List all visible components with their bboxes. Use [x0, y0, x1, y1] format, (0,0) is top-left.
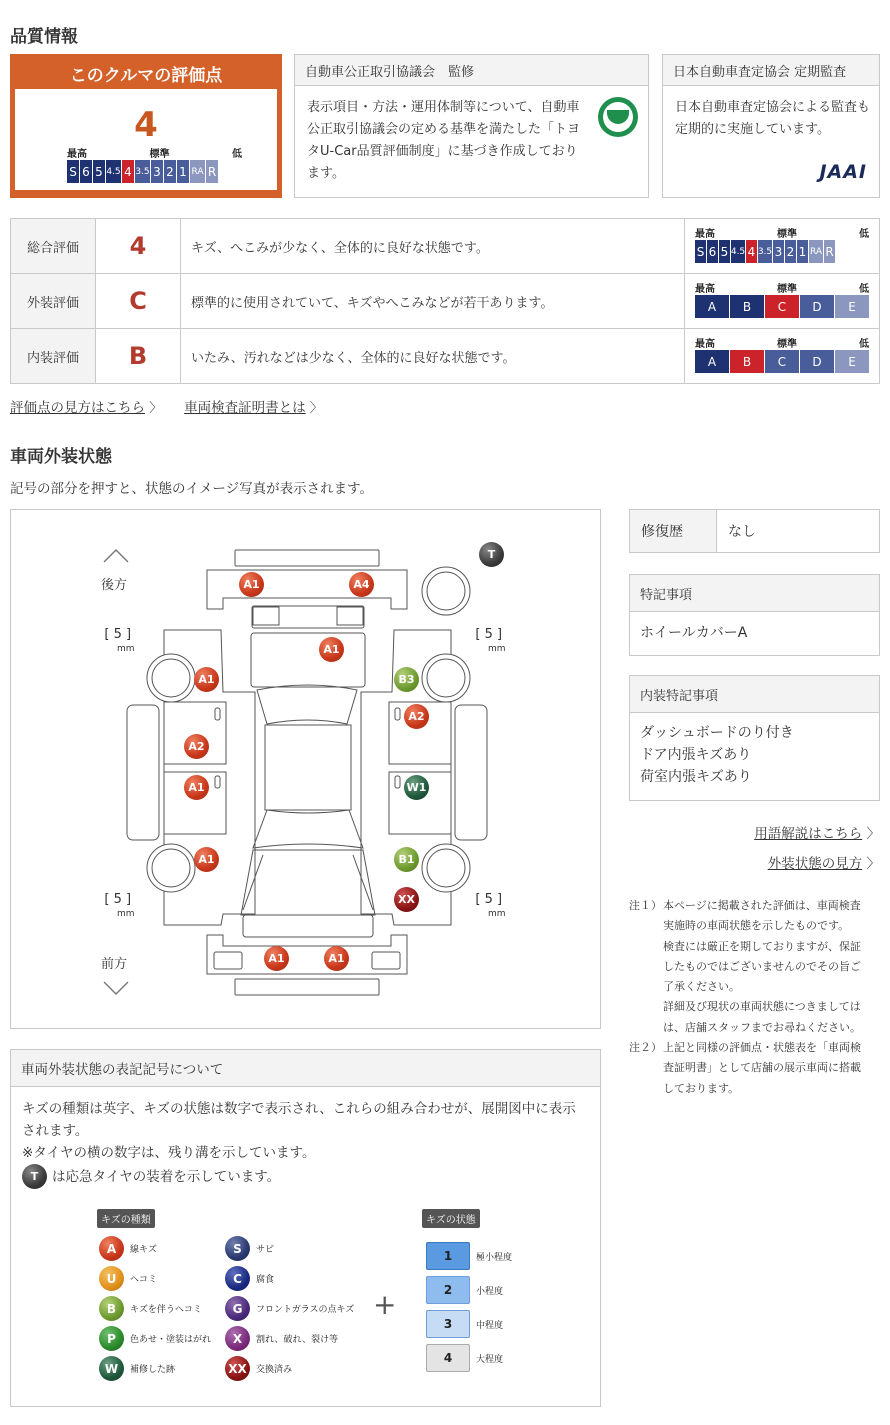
rating-row-interior [11, 329, 879, 384]
association-title: 自動車公正取引協議会 監修 [295, 55, 648, 86]
damage-marker[interactable]: XX [394, 887, 419, 912]
special-notes [629, 574, 880, 656]
rating-row-overall [11, 219, 879, 274]
scale-std: 標準 [777, 339, 797, 350]
association-box [294, 54, 649, 198]
state-label: 大程度 [476, 1354, 504, 1365]
types-title: キズの種類 [97, 1209, 155, 1228]
note-line: 上記と同様の評価点・状態表を「車両検 [663, 1041, 861, 1055]
scale-cell: 2 [164, 160, 176, 183]
damage-marker[interactable]: A1 [239, 572, 264, 597]
scale-cell: RA [809, 240, 823, 263]
jaai-box [662, 54, 880, 198]
scale-high: 最高 [695, 339, 715, 350]
jaai-logo-icon: JAAI [819, 161, 867, 183]
note-line: しております。 [663, 1081, 740, 1095]
exterior-guide-link[interactable]: 外装状態の見方 〉 [767, 856, 880, 872]
legend-type [225, 1236, 274, 1261]
list-item: ダッシュボードのり付き [640, 725, 794, 741]
list-item: ドア内張キズあり [640, 747, 752, 763]
state-3-box: 3 [426, 1310, 470, 1338]
rating-label: 総合評価 [11, 219, 96, 273]
exterior-subtitle: 記号の部分を押すと、状態のイメージ写真が表示されます。 [10, 481, 374, 497]
scale-high: 最高 [695, 284, 715, 295]
rating-label: 外装評価 [11, 274, 96, 328]
rating-desc: キズ、へこみが少なく、全体的に良好な状態です。 [181, 219, 685, 273]
type-c-icon: C [225, 1266, 250, 1291]
state-1-box: 1 [426, 1242, 470, 1270]
type-label: サビ [256, 1245, 275, 1255]
chevron-right-icon: 〉 [149, 401, 163, 416]
scale-cell: R [824, 240, 835, 263]
note-label: 注２） [629, 1041, 662, 1055]
scale-low: 低 [232, 149, 242, 160]
states-title: キズの状態 [422, 1209, 480, 1228]
note-line: したものではございませんのでその旨ご [663, 959, 861, 973]
tread-fl: [ 5 ] [104, 892, 132, 907]
interior-title: 内装特記事項 [630, 676, 879, 713]
legend-p2: ※タイヤの横の数字は、残り溝を示しています。 [22, 1145, 316, 1161]
type-a-icon: A [99, 1236, 124, 1261]
score-box [10, 54, 282, 198]
quality-title: 品質情報 [10, 27, 78, 47]
scale-cell: 1 [177, 160, 189, 183]
legend-type [225, 1296, 354, 1321]
scale-cell: 3.5 [135, 160, 150, 183]
type-xx-icon: XX [225, 1356, 250, 1381]
score-box-title: このクルマの評価点 [69, 65, 223, 86]
scale-cell: B [730, 350, 764, 373]
damage-marker[interactable]: B1 [394, 847, 419, 872]
plus-icon: + [373, 1288, 397, 1321]
type-u-icon: U [99, 1266, 124, 1291]
state-label: 小程度 [476, 1286, 504, 1297]
scale-cell: 4 [122, 160, 134, 183]
type-label: フロントガラスの点キズ [256, 1305, 355, 1315]
legend-title: 車両外装状態の表記記号について [11, 1050, 600, 1087]
scale-cell: 1 [797, 240, 808, 263]
type-label: 色あせ・塗装はがれ [130, 1335, 212, 1345]
type-x-icon: X [225, 1326, 250, 1351]
damage-marker[interactable]: A1 [324, 946, 349, 971]
damage-marker[interactable]: A1 [184, 775, 209, 800]
rating-grade: 4 [96, 219, 181, 273]
association-logo-icon [598, 97, 638, 137]
legend-p1: キズの種類は英字、キズの状態は数字で表示され、これらの組み合わせが、展開図中に表示されます。 [22, 1101, 576, 1139]
state-label: 極小程度 [476, 1252, 513, 1263]
spare-tire-icon: T [22, 1164, 47, 1189]
scale-cell: C [765, 295, 799, 318]
scale-low: 低 [859, 284, 869, 295]
exterior-title: 車両外装状態 [10, 447, 112, 467]
scale-cell: 4.5 [731, 240, 745, 263]
tread-fr: [ 5 ] [475, 892, 503, 907]
legend-state [426, 1242, 512, 1270]
scale-std: 標準 [777, 229, 797, 240]
scale-cell: E [835, 295, 869, 318]
score-value: 4 [134, 105, 158, 145]
list-item: 荷室内張キズあり [640, 769, 752, 785]
spare-tire-marker[interactable]: T [479, 542, 504, 567]
type-label: ヘコミ [130, 1275, 158, 1285]
rear-label: 後方 [101, 578, 128, 593]
damage-marker[interactable]: A1 [194, 847, 219, 872]
legend-type [225, 1266, 274, 1291]
damage-marker[interactable]: B3 [394, 667, 419, 692]
scale-std: 標準 [149, 149, 170, 160]
note-line: は、店舗スタッフまでお尋ねください。 [663, 1020, 861, 1034]
scale-cell: A [695, 350, 729, 373]
association-text: 表示項目・方法・運用体制等について、自動車公正取引協議会の定める基準を満たした「トヨタU-Car品質評価制度」に基づき作成しております。 [307, 100, 581, 181]
scale-cell: A [695, 295, 729, 318]
type-g-icon: G [225, 1296, 250, 1321]
damage-marker[interactable]: A2 [404, 704, 429, 729]
rating-grade: C [96, 274, 181, 328]
tread-unit: mm [488, 644, 506, 654]
note-1 [629, 896, 880, 1099]
note-label: 注１） [629, 899, 662, 912]
scale-cell: 3 [151, 160, 163, 183]
type-w-icon: W [99, 1356, 124, 1381]
scale-cell: 5 [719, 240, 730, 263]
note-line: 査証明書」として店舗の展示車両に搭載 [663, 1061, 861, 1075]
tread-unit: mm [117, 909, 135, 919]
state-4-box: 4 [426, 1344, 470, 1372]
jaai-title: 日本自動車査定協会 定期監査 [663, 55, 879, 86]
scale-cell: 4.5 [106, 160, 121, 183]
scale-cell: B [730, 295, 764, 318]
tread-rl: [ 5 ] [104, 627, 132, 642]
damage-marker[interactable]: A1 [194, 667, 219, 692]
scale-low: 低 [859, 229, 869, 240]
state-2-box: 2 [426, 1276, 470, 1304]
repair-history [629, 509, 880, 553]
note-line: 詳細及び現状の車両状態につきましては [663, 1000, 861, 1014]
scale-cell: S [67, 160, 79, 183]
scale-cell: D [800, 350, 834, 373]
glossary-link[interactable]: 用語解説はこちら 〉 [754, 826, 880, 842]
note-line: 実施時の車両状態を示したものです。 [663, 919, 850, 933]
legend-type [99, 1266, 157, 1291]
rating-grade: B [96, 329, 181, 383]
legend-type [99, 1236, 157, 1261]
scale-cell: 2 [785, 240, 796, 263]
scale-cell: 6 [707, 240, 718, 263]
legend-state [426, 1276, 503, 1304]
special-title: 特記事項 [630, 575, 879, 612]
state-label: 中程度 [476, 1320, 504, 1331]
legend-state [426, 1344, 503, 1372]
rating-desc: いたみ、汚れなどは少なく、全体的に良好な状態です。 [181, 329, 685, 383]
legend-p3: は応急タイヤの装着を示しています。 [52, 1168, 281, 1185]
scale-cell: 5 [93, 160, 105, 183]
damage-marker[interactable]: W1 [404, 775, 429, 800]
scale-cell: 3.5 [758, 240, 772, 263]
exterior-scale [695, 295, 869, 318]
tread-rr: [ 5 ] [475, 627, 503, 642]
rating-desc: 標準的に使用されていて、キズやへこみなどが若干あります。 [181, 274, 685, 328]
scale-cell: 6 [80, 160, 92, 183]
chevron-right-icon: 〉 [866, 856, 880, 872]
note-line: 本ページに掲載された評価は、車両検査 [663, 899, 861, 912]
ratings-table [10, 218, 880, 384]
scale-low: 低 [859, 339, 869, 350]
scale-cell: RA [190, 160, 205, 183]
legend-type [225, 1326, 338, 1351]
damage-marker[interactable]: A4 [349, 572, 374, 597]
note-line: 了承ください。 [663, 980, 740, 994]
legend-type [99, 1356, 175, 1381]
type-s-icon: S [225, 1236, 250, 1261]
interior-scale [695, 350, 869, 373]
legend-panel [10, 1049, 601, 1407]
interior-notes [629, 675, 880, 801]
jaai-text: 日本自動車査定協会による監査も定期的に実施しています。 [675, 100, 871, 137]
scale-cell: E [835, 350, 869, 373]
tread-unit: mm [488, 909, 506, 919]
rating-row-exterior [11, 274, 879, 329]
damage-marker[interactable]: A1 [319, 637, 344, 662]
legend-type [99, 1296, 202, 1321]
type-label: 交換済み [256, 1365, 293, 1375]
scale-cell: D [800, 295, 834, 318]
cert-link[interactable]: 車両検査証明書とは 〉 [184, 400, 323, 416]
chevron-right-icon: 〉 [309, 401, 323, 416]
type-b-icon: B [99, 1296, 124, 1321]
rating-label: 内装評価 [11, 329, 96, 383]
car-diagram [11, 510, 600, 1028]
legend-state [426, 1310, 503, 1338]
scale-cell: R [206, 160, 218, 183]
repair-label: 修復歴 [630, 510, 717, 552]
type-label: キズを伴うヘコミ [130, 1305, 202, 1315]
type-p-icon: P [99, 1326, 124, 1351]
overall-scale [695, 240, 869, 263]
repair-value: なし [728, 524, 756, 540]
scale-std: 標準 [777, 284, 797, 295]
scale-high: 最高 [67, 149, 87, 160]
front-label: 前方 [101, 957, 128, 972]
type-label: 補修した跡 [130, 1365, 176, 1375]
scale-high: 最高 [695, 229, 715, 240]
scale-cell: C [765, 350, 799, 373]
damage-marker[interactable]: A2 [184, 734, 209, 759]
note-line: 検査には厳正を期しておりますが、保証 [663, 939, 861, 953]
scale-cell: S [695, 240, 706, 263]
score-scale [67, 160, 218, 183]
scale-cell: 4 [746, 240, 757, 263]
type-label: 線キズ [130, 1245, 157, 1255]
special-value: ホイールカバーA [640, 625, 748, 641]
chevron-right-icon: 〉 [866, 826, 880, 842]
legend-type [99, 1326, 211, 1351]
tread-unit: mm [117, 644, 135, 654]
type-label: 割れ、破れ、裂け等 [256, 1335, 339, 1345]
legend-type [225, 1356, 292, 1381]
type-label: 腐食 [256, 1275, 275, 1285]
how-to-read-link[interactable]: 評価点の見方はこちら 〉 [10, 400, 163, 416]
scale-cell: 3 [773, 240, 784, 263]
damage-marker[interactable]: A1 [264, 946, 289, 971]
car-diagram-panel [10, 509, 601, 1029]
